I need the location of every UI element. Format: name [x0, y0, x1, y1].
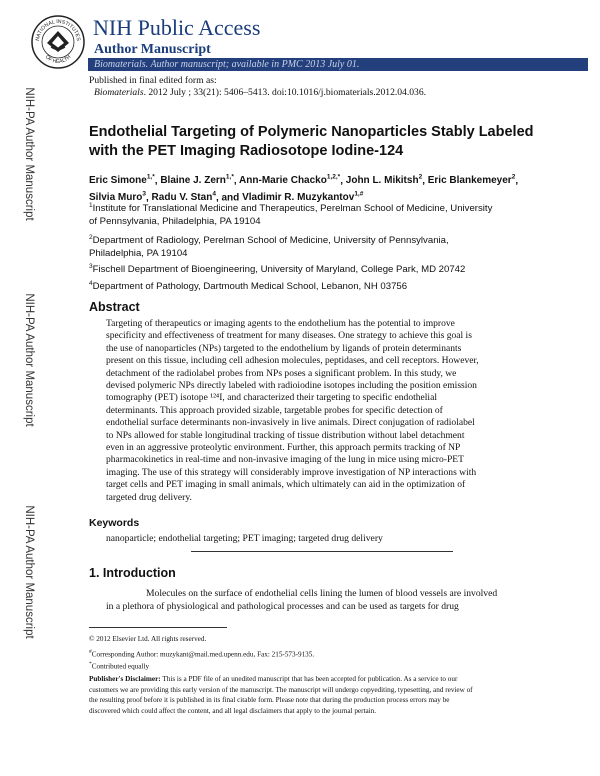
keywords-heading: Keywords	[89, 517, 140, 529]
author: Ann-Marie Chacko$^{1,2,*}$	[239, 174, 341, 187]
introduction-body	[106, 587, 497, 613]
abstract-line: even in an aggressive proteolytic environment. Further, this approach permits tracking of NP	[106, 442, 461, 454]
title-line-2: with the PET Imaging Radiosotope Iodine-124	[89, 143, 404, 159]
author: Eric Simone$^{1,*}$	[89, 174, 155, 187]
intro-line: Molecules on the surface of endothelial cells lining the lumen of blood vessels are involved	[146, 588, 498, 599]
availability-note: Biomaterials. Author manuscript; available in PMC 2013 July 01.	[94, 59, 360, 70]
introduction-heading: 1. Introduction	[89, 566, 176, 580]
abstract-line: present on this tissue, including cell adhesion molecules, peptidases, and cell receptors. However,	[106, 355, 479, 367]
author: Radu V. Stan$^4$	[151, 190, 216, 204]
svg-text:OF HEALTH: OF HEALTH	[43, 54, 73, 66]
nih-seal-icon	[30, 14, 86, 70]
header-subtitle: Author Manuscript	[94, 42, 211, 57]
abstract-line: targeted drug delivery.	[106, 491, 192, 503]
copyright-note: © 2012 Elsevier Ltd. All rights reserved.	[89, 635, 207, 643]
affiliation: $^1$Institute for Translational Medicine and Therapeutics, Perelman School of Medicine, University of Pennsylvania, Philadelphia, PA 19104	[89, 202, 493, 228]
abstract-body	[106, 318, 546, 504]
publisher-disclaimer: Publisher's Disclaimer: This is a PDF file of an unedited manuscript that has been accepted for publication. As a service to our customers we are providing this early version of the manuscript. The manuscript will undergo copyediting, typesetting, and review of the resulting proof before it is published in its final citable form. Please note that during the production process errors may be discovered which could affect the content, and all legal disclaimers that apply to the journal pertain.	[89, 675, 473, 715]
author: Eric Blankemeyer$^2$	[427, 174, 516, 187]
keywords-text: nanoparticle; endothelial targeting; PET imaging; targeted drug delivery	[106, 533, 383, 544]
abstract-line: detachment of the radiolabel probes from NPs poses a significant problem. In this study, we	[106, 367, 457, 379]
abstract-line: pharmacokinetics in real-time and non-invasive imaging of the lung in mice using micro-PET	[106, 454, 464, 466]
abstract-line: the use of nanoparticles (NPs) targeted to the endothelium by ligands of protein determinants	[106, 342, 462, 354]
footnote-divider	[89, 627, 227, 628]
author-list: Eric Simone$^{1,*}$, Blaine J. Zern$^{1,*}$, Ann-Marie Chacko$^{1,2,*}$, John L. Mikitsh$^2$, Eric Blankemeyer$^2$, Silvia Muro$^3$, Radu V. Stan$^4$, and Vladimir R. Muzykantov$^{1,\#}$	[89, 174, 519, 204]
sidebar-label-3: NIH-PA Author Manuscript	[23, 505, 35, 639]
sidebar-label-1: NIH-PA Author Manuscript	[23, 87, 35, 221]
keywords-divider	[191, 551, 453, 552]
footnotes	[89, 634, 589, 716]
title-line-1: Endothelial Targeting of Polymeric Nanoparticles Stably Labeled	[89, 124, 534, 140]
corresponding-author-note: #Corresponding Author: muzykant@mail.med.upenn.edu, Fax: 215-573-9135.	[89, 648, 315, 658]
abstract-line: Targeting of therapeutics or imaging agents to the endothelium has the potential to improve	[106, 318, 455, 329]
author: Blaine J. Zern$^{1,*}$	[160, 174, 234, 187]
abstract-line: determinants. This approach provided sizable, targetable probes for specific detection of	[106, 404, 443, 416]
intro-line: in a plethora of physiological and pathological processes and can be used as targets for drug	[106, 601, 459, 612]
citation	[94, 87, 426, 98]
author: Silvia Muro$^3$	[89, 190, 146, 204]
affiliation: $^2$Department of Radiology, Perelman School of Medicine, University of Pennsylvania, Philadelphia, PA 19104	[89, 234, 449, 260]
abstract-line: specificity and effectiveness of treatment for many diseases. One strategy to achieve this goal is	[106, 330, 472, 342]
citation-details: . 2012 July ; 33(21): 5406–5413. doi:10.1016/j.biomaterials.2012.04.036.	[143, 87, 427, 98]
header-title: NIH Public Access	[93, 15, 261, 40]
abstract-line: imaging. The use of this strategy will considerably improve investigation of NP interactions with	[106, 466, 477, 478]
equal-contribution-note: *Contributed equally	[89, 661, 150, 671]
citation-journal: Biomaterials	[94, 87, 144, 98]
abstract-heading: Abstract	[89, 300, 140, 314]
abstract-line: to NPs allowed for stable longitudinal tracking of tissue distribution without label detachment	[106, 429, 465, 441]
nih-logo	[30, 14, 86, 70]
svg-text:NATIONAL INSTITUTES: NATIONAL INSTITUTES	[34, 18, 82, 42]
abstract-line: target cells and PET imaging in small animals, which ultimately can aid in the optimization of	[106, 479, 466, 491]
author: Vladimir R. Muzykantov$^{1,\#}$	[242, 190, 364, 204]
sidebar-label-2: NIH-PA Author Manuscript	[23, 293, 35, 427]
disclaimer-label: Publisher's Disclaimer:	[89, 675, 161, 684]
affiliation: $^4$Department of Pathology, Dartmouth Medical School, Lebanon, NH 03756	[89, 280, 408, 293]
author: John L. Mikitsh$^2$	[345, 174, 423, 187]
abstract-line: devised polymeric NPs directly labeled with radioiodine isotopes including the position emission	[106, 380, 477, 392]
published-label: Published in final edited form as:	[89, 75, 217, 86]
affiliation: $^3$Fischell Department of Bioengineering, University of Maryland, College Park, MD 20742	[89, 263, 466, 276]
abstract-line: tomography (PET) isotope ¹²⁴I, and characterized their targeting to specific endothelial	[106, 392, 437, 404]
abstract-line: endothelial surface determinants non-invasively in live animals. Direct conjugation of radiolabel	[106, 417, 475, 429]
paper-title	[89, 123, 534, 161]
